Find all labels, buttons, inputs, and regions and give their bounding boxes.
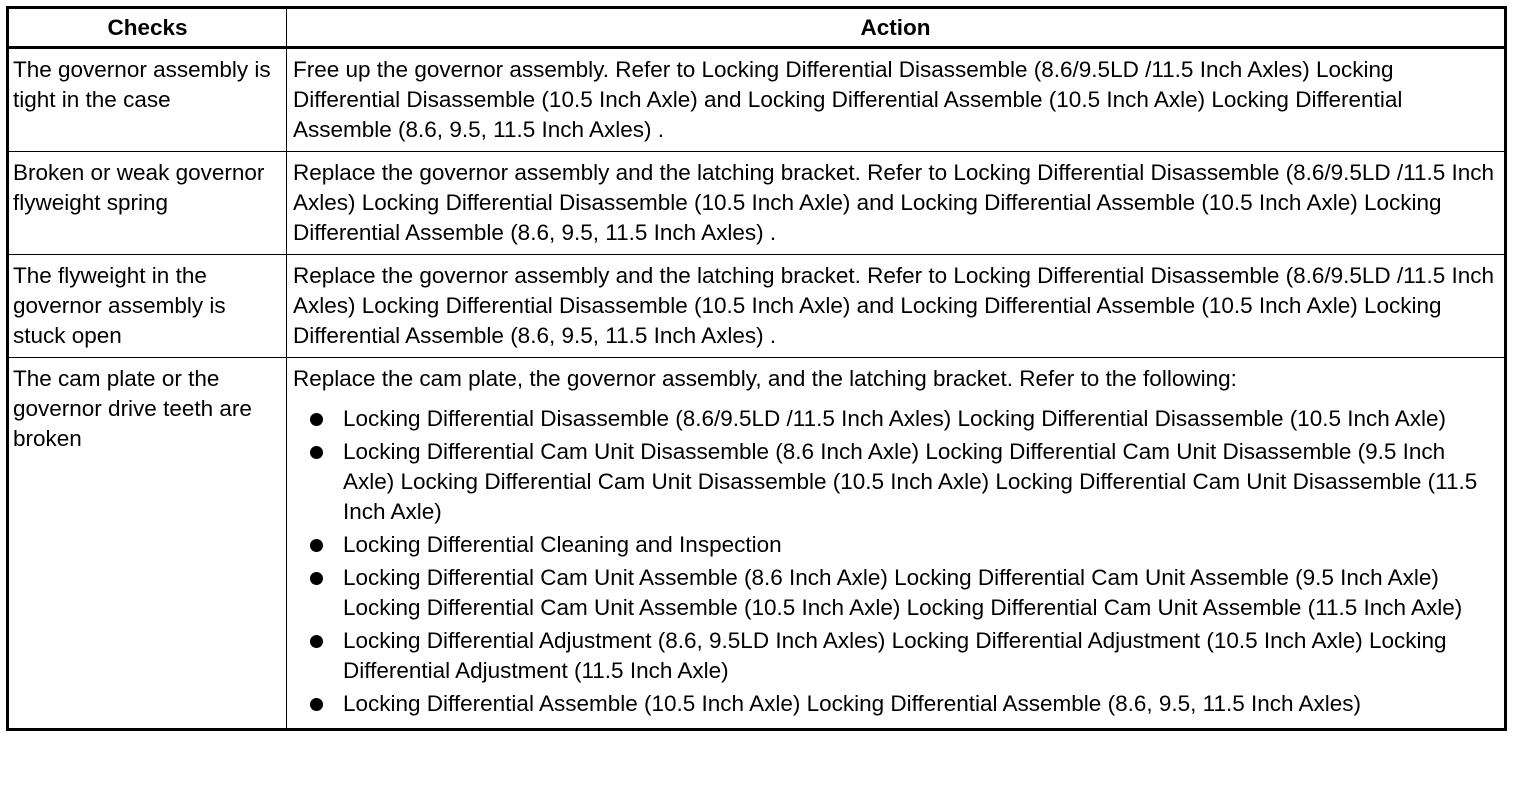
check-cell: Broken or weak governor flyweight spring — [8, 152, 287, 255]
check-cell: The flyweight in the governor assembly is stuck open — [8, 255, 287, 358]
list-item-text: Locking Differential Cam Unit Assemble (8.6 Inch Axle) Locking Differential Cam Unit Assemble (9.5 Inch Axle) Locking Differential Cam Unit Assemble (10.5 Inch Axle) Locking Differential Cam Unit Assemble (11.5 Inch Axle) — [343, 565, 1463, 620]
bullet-icon — [310, 539, 323, 552]
action-cell: Replace the governor assembly and the latching bracket. Refer to Locking Differential Disassemble (8.6/9.5LD /11.5 Inch Axles) Locking Differential Disassemble (10.5 Inch Axle) and Locking Differential Assemble (10.5 Inch Axle) Locking Differential Assemble (8.6, 9.5, 11.5 Inch Axles) . — [287, 152, 1506, 255]
table-row — [8, 255, 1506, 358]
list-item — [343, 404, 1500, 434]
bullet-icon — [310, 572, 323, 585]
bullet-icon — [310, 698, 323, 711]
check-cell: The cam plate or the governor drive teeth are broken — [8, 358, 287, 730]
action-cell: Free up the governor assembly. Refer to Locking Differential Disassemble (8.6/9.5LD /11.5 Inch Axles) Locking Differential Disassemble (10.5 Inch Axle) and Locking Differential Assemble (10.5 Inch Axle) Locking Differential Assemble (8.6, 9.5, 11.5 Inch Axles) . — [287, 48, 1506, 152]
list-item — [343, 689, 1500, 719]
checks-column-header: Checks — [8, 8, 287, 48]
list-item — [343, 626, 1500, 686]
bullet-icon — [310, 446, 323, 459]
action-cell: Replace the governor assembly and the latching bracket. Refer to Locking Differential Disassemble (8.6/9.5LD /11.5 Inch Axles) Locking Differential Disassemble (10.5 Inch Axle) and Locking Differential Assemble (10.5 Inch Axle) Locking Differential Assemble (8.6, 9.5, 11.5 Inch Axles) . — [287, 255, 1506, 358]
check-cell: The governor assembly is tight in the case — [8, 48, 287, 152]
table-header — [8, 8, 1506, 48]
list-item-text: Locking Differential Assemble (10.5 Inch Axle) Locking Differential Assemble (8.6, 9.5, 11.5 Inch Axles) — [343, 691, 1362, 716]
table-row — [8, 358, 1506, 730]
list-item-text: Locking Differential Adjustment (8.6, 9.5LD Inch Axles) Locking Differential Adjustment (10.5 Inch Axle) Locking Differential Adjustment (11.5 Inch Axle) — [343, 628, 1447, 683]
list-item — [343, 437, 1500, 527]
table-row — [8, 48, 1506, 152]
bullet-icon — [310, 635, 323, 648]
list-item — [343, 563, 1500, 623]
list-item-text: Locking Differential Cam Unit Disassemble (8.6 Inch Axle) Locking Differential Cam Unit Disassemble (9.5 Inch Axle) Locking Differential Cam Unit Disassemble (10.5 Inch Axle) Locking Differential Cam Unit Disassemble (11.5 Inch Axle) — [343, 439, 1478, 524]
list-item-text: Locking Differential Cleaning and Inspection — [343, 532, 782, 557]
table-body — [8, 48, 1506, 730]
checks-action-table — [6, 6, 1507, 731]
action-cell — [287, 358, 1506, 730]
list-item — [343, 530, 1500, 560]
action-intro-text: Replace the cam plate, the governor assembly, and the latching bracket. Refer to the following: — [293, 366, 1237, 391]
header-row — [8, 8, 1506, 48]
procedure-list — [293, 404, 1500, 719]
bullet-icon — [310, 413, 323, 426]
action-column-header: Action — [287, 8, 1506, 48]
table-row — [8, 152, 1506, 255]
list-item-text: Locking Differential Disassemble (8.6/9.5LD /11.5 Inch Axles) Locking Differential Disassemble (10.5 Inch Axle) — [343, 406, 1447, 431]
